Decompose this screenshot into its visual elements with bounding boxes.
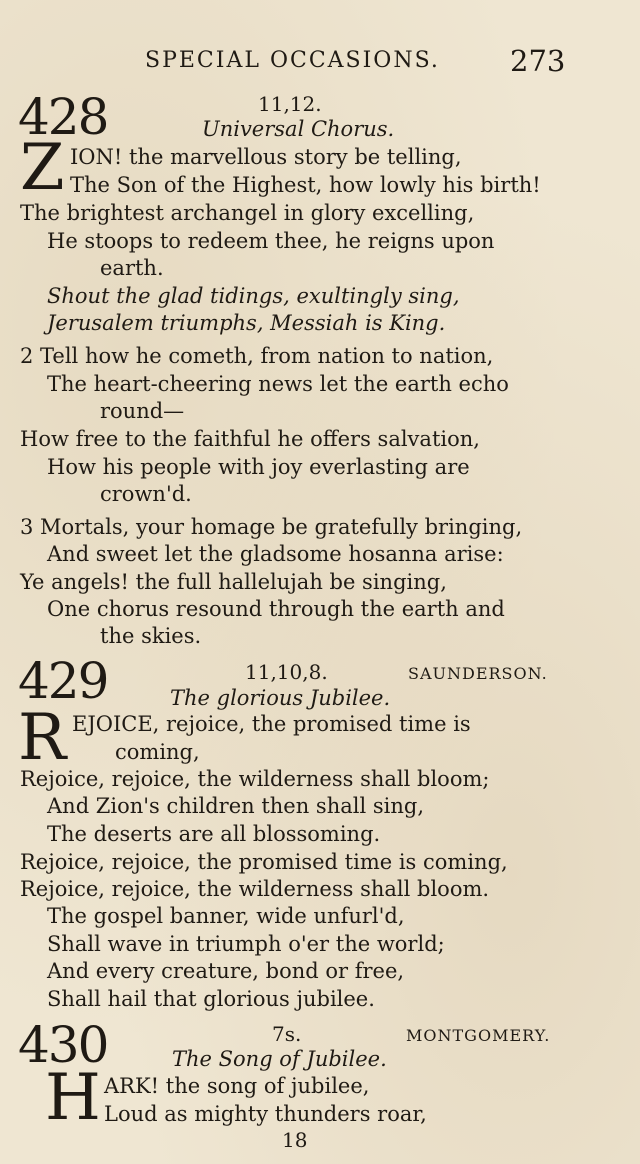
verse-line: round— <box>100 399 185 423</box>
verse-line: the skies. <box>100 624 202 648</box>
verse-line: The deserts are all blossoming. <box>47 822 381 846</box>
chorus-line: Shout the glad tidings, exultingly sing, <box>47 284 460 308</box>
hymn-meter: 11,12. <box>258 92 322 116</box>
hymn-title: The Song of Jubilee. <box>172 1047 387 1071</box>
verse-line: Rejoice, rejoice, the wilderness shall bloom; <box>20 767 490 791</box>
verse-line: earth. <box>100 256 164 280</box>
verse-line: The gospel banner, wide unfurl'd, <box>47 904 405 928</box>
verse-line: And every creature, bond or free, <box>47 959 405 983</box>
verse-line: ARK! the song of jubilee, <box>104 1074 370 1098</box>
verse-line: How free to the faithful he offers salvation, <box>20 427 480 451</box>
verse-line: ION! the marvellous story be telling, <box>70 145 462 169</box>
hymn-meter: 7s. <box>272 1022 302 1046</box>
hymn-composer: MONTGOMERY. <box>406 1026 551 1045</box>
verse-line: The heart-cheering news let the earth echo <box>47 372 509 396</box>
verse-line: And sweet let the gladsome hosanna arise: <box>47 542 504 566</box>
verse-line: 3 Mortals, your homage be gratefully bringing, <box>20 515 523 539</box>
verse-line: One chorus resound through the earth and <box>47 597 505 621</box>
drop-cap: R <box>18 701 67 775</box>
section-title: SPECIAL OCCASIONS. <box>145 48 440 73</box>
signature-mark: 18 <box>282 1128 308 1152</box>
verse-line: crown'd. <box>100 482 192 506</box>
verse-line: The brightest archangel in glory excelling, <box>20 201 475 225</box>
verse-line: Shall hail that glorious jubilee. <box>47 987 375 1011</box>
hymn-title: Universal Chorus. <box>202 117 395 141</box>
verse-line: He stoops to redeem thee, he reigns upon <box>47 229 495 253</box>
verse-line: The Son of the Highest, how lowly his birth! <box>70 173 541 197</box>
hymn-number: 430 <box>18 1016 108 1074</box>
verse-line: Loud as mighty thunders roar, <box>104 1102 427 1126</box>
verse-line: And Zion's children then shall sing, <box>47 794 424 818</box>
hymn-number: 429 <box>18 652 108 710</box>
hymn-meter: 11,10,8. <box>245 660 328 684</box>
verse-line: How his people with joy everlasting are <box>47 455 470 479</box>
verse-line: Shall wave in triumph o'er the world; <box>47 932 445 956</box>
verse-line: Rejoice, rejoice, the wilderness shall bloom. <box>20 877 490 901</box>
hymn-number: 428 <box>18 88 108 146</box>
page-number: 273 <box>510 44 566 78</box>
verse-line: coming, <box>115 740 200 764</box>
verse-line: Ye angels! the full hallelujah be singing, <box>20 570 447 594</box>
hymn-composer: SAUNDERSON. <box>408 664 548 683</box>
verse-line: EJOICE, rejoice, the promised time is <box>72 712 471 736</box>
verse-line: Rejoice, rejoice, the promised time is coming, <box>20 850 508 874</box>
verse-line: 2 Tell how he cometh, from nation to nation, <box>20 344 494 368</box>
hymn-title: The glorious Jubilee. <box>170 686 391 710</box>
drop-cap: H <box>45 1061 101 1135</box>
drop-cap: Z <box>20 131 65 205</box>
chorus-line: Jerusalem triumphs, Messiah is King. <box>47 311 446 335</box>
page-header <box>0 44 640 80</box>
